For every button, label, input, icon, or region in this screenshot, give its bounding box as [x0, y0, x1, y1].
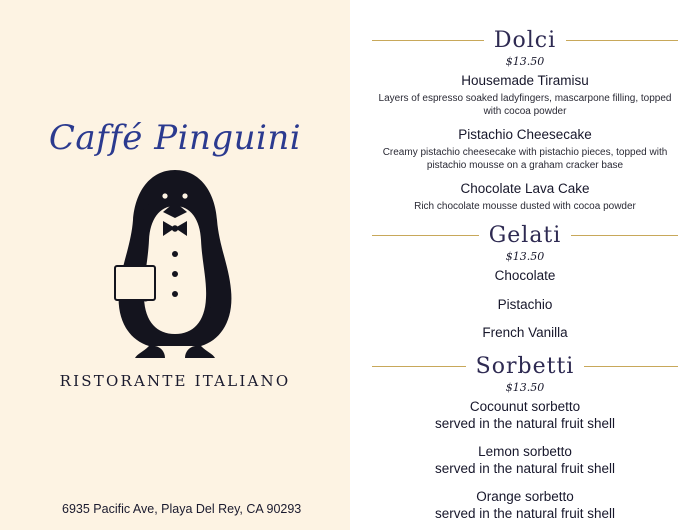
menu-item	[372, 181, 678, 213]
penguin-logo-icon	[0, 162, 350, 362]
menu-item	[372, 325, 678, 342]
section-title: Dolci	[493, 28, 557, 53]
menu-section-dolci	[372, 28, 678, 213]
menu-item-name: Pistachio Cheesecake	[458, 126, 592, 142]
menu-item-subtitle: served in the natural fruit shell	[434, 505, 616, 521]
menu-item	[372, 127, 678, 172]
menu-item-name: Pistachio	[497, 296, 553, 312]
menu-item-subtitle: served in the natural fruit shell	[434, 460, 616, 476]
section-title: Sorbetti	[475, 354, 575, 380]
rule-right	[584, 366, 678, 367]
rule-right	[571, 235, 678, 236]
menu-section-sorbetti	[372, 354, 678, 522]
section-header	[372, 28, 678, 53]
menu-item	[372, 399, 678, 433]
menu-item	[372, 73, 678, 118]
page-title: Caffé Pinguini	[48, 118, 302, 158]
section-header	[372, 223, 678, 248]
tagline: RISTORANTE ITALIANO	[59, 372, 291, 390]
section-header	[372, 354, 678, 379]
menu-item	[372, 444, 678, 478]
menu-item	[372, 489, 678, 523]
menu-item-subtitle: served in the natural fruit shell	[434, 416, 616, 432]
menu-item-description: Rich chocolate mousse dusted with cocoa powder	[414, 200, 636, 212]
menu-item-name: Chocolate	[494, 267, 556, 283]
right-panel	[350, 0, 700, 530]
rule-right	[566, 40, 678, 41]
section-price: $13.50	[505, 55, 545, 68]
menu-item-name: Chocolate Lava Cake	[460, 180, 590, 196]
menu-item-name: French Vanilla	[482, 325, 568, 341]
menu-item-description: Layers of espresso soaked ladyfingers, mascarpone filling, topped with cocoa powder	[378, 92, 672, 117]
menu-item-name: Lemon sorbetto	[478, 444, 572, 459]
address: 6935 Pacific Ave, Playa Del Rey, CA 90293	[62, 502, 302, 516]
rule-left	[372, 366, 466, 367]
section-title: Gelati	[488, 222, 562, 248]
menu-item-description: Creamy pistachio cheesecake with pistachio pieces, topped with pistachio mousse on a graham cracker base	[382, 146, 668, 171]
section-price: $13.50	[505, 249, 545, 263]
menu-item-name: Cocounut sorbetto	[469, 399, 581, 415]
menu-section-gelati	[372, 223, 678, 343]
rule-left	[372, 40, 484, 41]
menu-item	[372, 268, 678, 285]
rule-left	[372, 235, 479, 236]
menu-item-name: Orange sorbetto	[476, 488, 574, 504]
section-price: $13.50	[505, 381, 545, 395]
menu-item-name: Housemade Tiramisu	[461, 73, 589, 88]
menu-item	[372, 297, 678, 314]
